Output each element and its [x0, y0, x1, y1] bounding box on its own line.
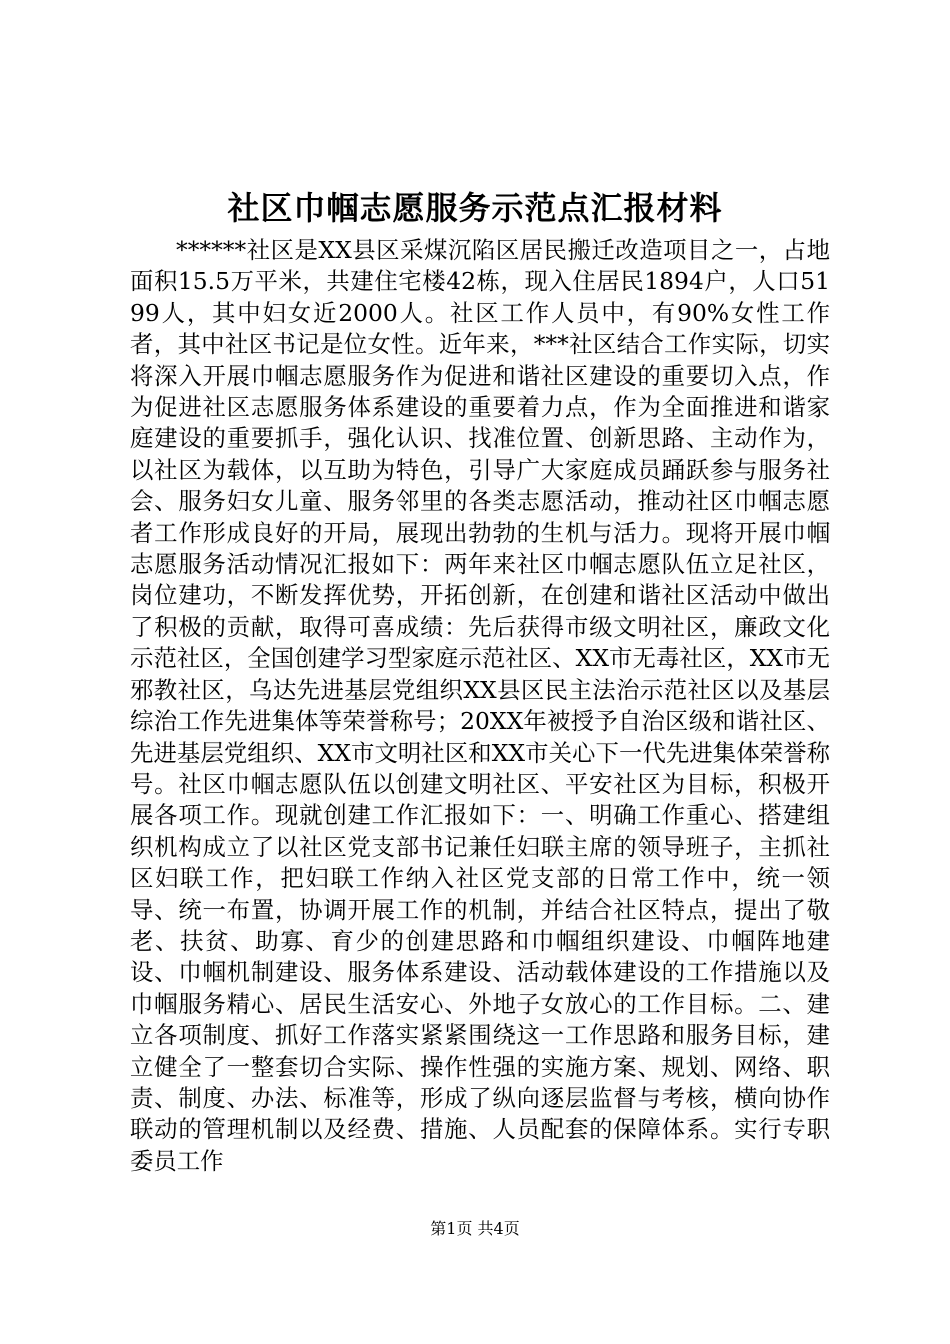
- document-title: 社区巾帼志愿服务示范点汇报材料: [227, 189, 723, 227]
- page-number-footer: 第1页 共4页: [430, 1219, 520, 1238]
- document-body-paragraph: ******社区是XX县区采煤沉陷区居民搬迁改造项目之一，占地面积15.5万平米，共建住宅楼42栋，现入住居民1894户，人口5199人，其中妇女近2000人。社区工作人员中，有90%女性工作者，其中社区书记是位女性。近年来，***社区结合工作实际，切实将深入开展巾帼志愿服务作为促进和谐社区建设的重要切入点，作为促进社区志愿服务体系建设的重要着力点，作为全面推进和谐家庭建设的重要抓手，强化认识、找准位置、创新思路、主动作为，以社区为载体，以互助为特色，引导广大家庭成员踊跃参与服务社会、服务妇女儿童、服务邻里的各类志愿活动，推动社区巾帼志愿者工作形成良好的开局，展现出勃勃的生机与活力。现将开展巾帼志愿服务活动情况汇报如下：两年来社区巾帼志愿队伍立足社区，岗位建功，不断发挥优势，开拓创新，在创建和谐社区活动中做出了积极的贡献，取得可喜成绩：先后获得市级文明社区，廉政文化示范社区，全国创建学习型家庭示范社区、XX市无毒社区，XX市无邪教社区，乌达先进基层党组织XX县区民主法治示范社区以及基层综治工作先进集体等荣誉称号；20XX年被授予自治区级和谐社区、先进基层党组织、XX市文明社区和XX市关心下一代先进集体荣誉称号。社区巾帼志愿队伍以创建文明社区、平安社区为目标，积极开展各项工作。现就创建工作汇报如下：一、明确工作重心、搭建组织机构成立了以社区党支部书记兼任妇联主席的领导班子，主抓社区妇联工作，把妇联工作纳入社区党支部的日常工作中，统一领导、统一布置，协调开展工作的机制，并结合社区特点，提出了敬老、扶贫、助寡、育少的创建思路和巾帼组织建设、巾帼阵地建设、巾帼机制建设、服务体系建设、活动载体建设的工作措施以及巾帼服务精心、居民生活安心、外地子女放心的工作目标。二、建立各项制度、抓好工作落实紧紧围绕这一工作思路和服务目标，建立健全了一整套切合实际、操作性强的实施方案、规划、网络、职责、制度、办法、标准等，形成了纵向逐层监督与考核，横向协作联动的管理机制以及经费、措施、人员配套的保障体系。实行专职委员工作: [130, 236, 830, 1175]
